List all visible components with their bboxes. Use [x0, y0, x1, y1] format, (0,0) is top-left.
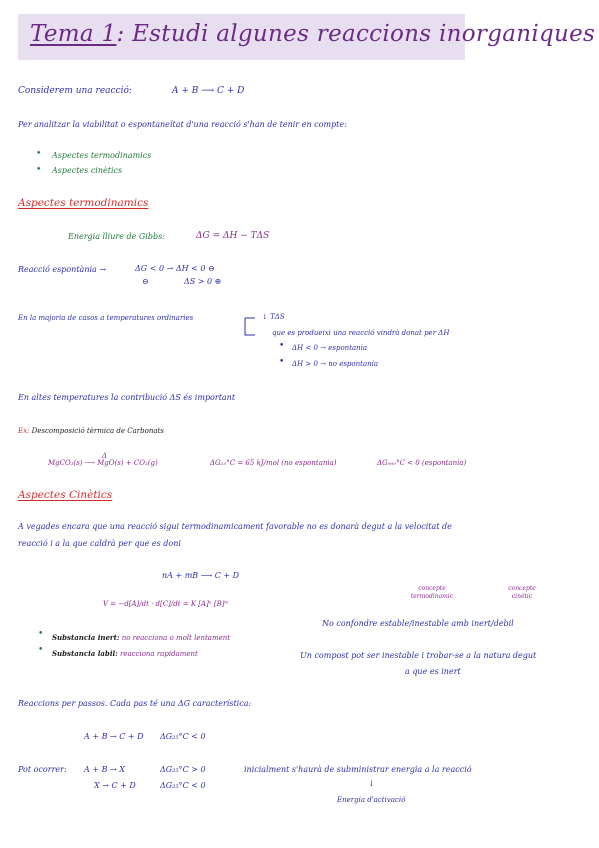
ordinary-brace-top: ↓ TΔS	[262, 313, 285, 321]
steps-eq1-g: ΔG₂₅°C < 0	[160, 732, 206, 741]
concept-thermo: concepte termodinamic	[410, 585, 454, 600]
intro-bullet-1: Aspectes termodinamics	[52, 151, 152, 160]
rate-equation-top: nA + mB ⟶ C + D	[162, 571, 240, 580]
labil-label: Substancia labil:	[52, 649, 118, 658]
ordinary-brace-bottom: que es produeixi una reacció vindrà donat per ΔH	[272, 329, 450, 337]
bullet-icon: •	[38, 645, 44, 655]
pot-ocorrer-label: Pot ocorrer:	[18, 765, 67, 774]
steps-eq1: A + B → C + D	[84, 732, 144, 741]
example-arrow-label: Δ	[102, 452, 108, 460]
rate-equation: V = −d[A]/dt · d[C]/dt = K [A]ⁿ [B]ᵐ	[103, 600, 229, 608]
example-g2: ΔG₉₀₀°C < 0 (espontania)	[377, 459, 467, 467]
steps-eq2a-g: ΔG₂₅°C > 0	[160, 765, 206, 774]
example-label: Ex:	[18, 427, 30, 435]
intro-line1-equation: A + B ⟶ C + D	[172, 86, 245, 96]
example-title: Descomposició tèrmica de Carbonats	[31, 427, 164, 435]
kinetic-bullet-2	[52, 649, 198, 658]
down-arrow-icon: ↓	[368, 779, 375, 788]
compost-line-2: a que es inert	[405, 667, 461, 676]
steps-intro: Reaccions per passos. Cada pas té una ΔG característica:	[18, 699, 252, 708]
kinetic-bullet-1	[52, 633, 230, 642]
steps-eq2b-g: ΔG₂₅°C < 0	[160, 781, 206, 790]
inert-text: no reacciona o molt lentament	[121, 634, 231, 642]
labil-text: reacciona rapidament	[119, 650, 198, 658]
kinetic-para-1: A vegades encara que una reacció sigui termodinamicament favorable no es donarà degut a la velocitat de	[18, 522, 452, 531]
steps-eq2a: A + B → X	[84, 765, 125, 774]
spont-equation-2: ΔS > 0 ⊕	[184, 277, 222, 286]
heading-kinetic: Aspectes Cinètics	[18, 489, 113, 501]
high-temp-text: En altes temperatures la contribució ΔS és important	[18, 393, 236, 402]
steps-note: inicialment s'haurà de subministrar energia a la reacció	[244, 765, 472, 774]
ordinary-text: En la majoria de casos a temperatures ordinaries	[18, 314, 194, 322]
bullet-icon: •	[279, 357, 285, 367]
concept-kinetic: concepte cinètic	[508, 585, 536, 600]
bullet-icon: •	[279, 341, 285, 351]
intro-line2: Per analitzar la viabilitat o espontaneïtat d'una reacció s'han de tenir en compte:	[18, 120, 347, 129]
title-main: Tema 1	[30, 21, 117, 47]
heading-thermo: Aspectes termodinamics	[18, 197, 149, 209]
gibbs-label: Energia lliure de Gibbs:	[68, 232, 165, 241]
example-equation: MgCO₃(s) ⟶ MgO(s) + CO₂(g)	[48, 459, 158, 467]
title-rest: : Estudi algunes reaccions inorganiques	[116, 21, 596, 47]
ordinary-bullet-1: ΔH < 0 → espontania	[292, 344, 368, 352]
example-g1: ΔG₂₅°C = 65 kJ/mol (no espontania)	[210, 459, 337, 467]
gibbs-equation: ΔG = ΔH − TΔS	[196, 231, 270, 241]
steps-eq2b: X → C + D	[94, 781, 136, 790]
compost-line-1: Un compost pot ser inestable i trobar-se a la natura degut	[300, 651, 537, 660]
spont-sign: ⊖	[142, 277, 149, 286]
bullet-icon: •	[38, 629, 44, 639]
brace-icon	[243, 316, 257, 338]
inert-label: Substancia inert:	[52, 633, 120, 642]
bullet-icon: •	[36, 165, 42, 175]
steps-note-result: Energia d'activació	[337, 796, 406, 804]
intro-line1-label: Considerem una reacció:	[18, 86, 132, 96]
intro-bullet-2: Aspectes cinètics	[52, 166, 123, 175]
spont-equation-1: ΔG < 0 → ΔH < 0 ⊖	[135, 264, 215, 273]
bullet-icon: •	[36, 149, 42, 159]
no-confondre: No confondre estable/inestable amb inert/debil	[322, 619, 514, 628]
example-line	[18, 427, 164, 435]
page-title	[30, 21, 595, 47]
ordinary-bullet-2: ΔH > 0 → no espontania	[292, 360, 379, 368]
spont-label: Reacció espontània →	[18, 265, 107, 274]
kinetic-para-2: reacció i a la que caldrà per que es doni	[18, 539, 181, 548]
